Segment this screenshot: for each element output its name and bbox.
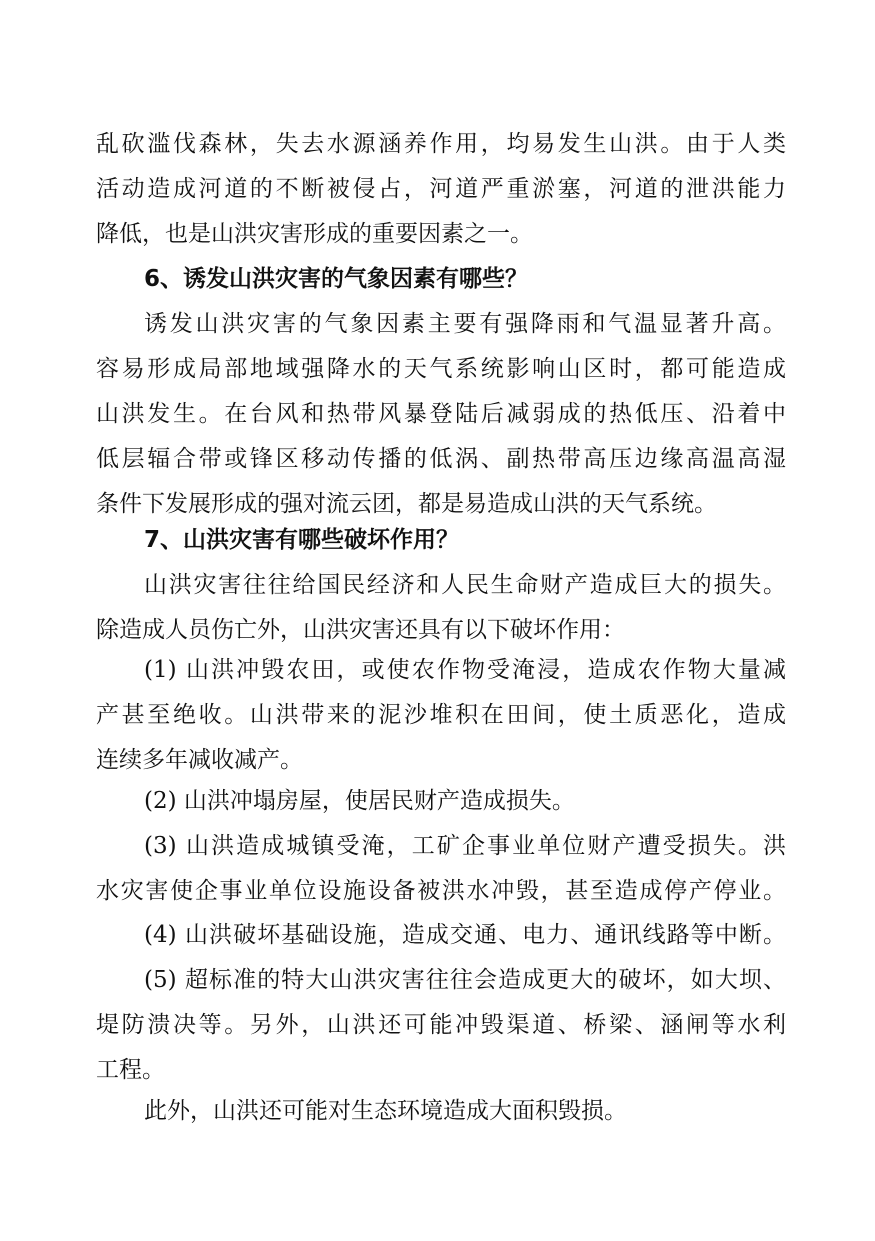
text-line: 容易形成局部地域强降水的天气系统影响山区时，都可能造成 [96, 356, 786, 382]
list-item-4 [96, 913, 786, 958]
text-line: 连续多年减收减产。 [96, 747, 303, 773]
text-line: (1) 山洪冲毁农田，或使农作物受淹浸，造成农作物大量减 [144, 657, 786, 683]
paragraph-intro [96, 122, 786, 257]
paragraph-final [96, 1089, 786, 1134]
text-line: 此外，山洪还可能对生态环境造成大面积毁损。 [144, 1098, 627, 1124]
text-line: 降低，也是山洪灾害形成的重要因素之一。 [96, 221, 533, 247]
text-line: 工程。 [96, 1057, 165, 1083]
text-line: 活动造成河道的不断被侵占，河道严重淤塞，河道的泄洪能力 [96, 176, 786, 202]
list-item-2 [96, 779, 786, 824]
text-line: 乱砍滥伐森林，失去水源涵养作用，均易发生山洪。由于人类 [96, 131, 786, 157]
paragraph-q7-intro [96, 563, 786, 653]
paragraph-q6 [96, 302, 786, 527]
text-line: (2) 山洪冲塌房屋，使居民财产造成损失。 [144, 788, 575, 814]
text-line: 水灾害使企事业单位设施设备被洪水冲毁，甚至造成停产停业。 [96, 878, 786, 904]
text-line: 除造成人员伤亡外，山洪灾害还具有以下破坏作用： [96, 617, 625, 643]
list-item-5 [96, 958, 786, 1093]
list-item-3 [96, 824, 786, 914]
text-line: 诱发山洪灾害的气象因素主要有强降雨和气温显著升高。 [144, 311, 786, 337]
text-line: 堤防溃决等。另外，山洪还可能冲毁渠道、桥梁、涵闸等水利 [96, 1012, 786, 1038]
text-line: 条件下发展形成的强对流云团，都是易造成山洪的天气系统。 [96, 491, 717, 517]
text-line: 山洪发生。在台风和热带风暴登陆后减弱成的热低压、沿着中 [96, 401, 786, 427]
section-heading-7: 7、山洪灾害有哪些破坏作用？ [144, 527, 460, 553]
section-heading-6: 6、诱发山洪灾害的气象因素有哪些？ [144, 266, 529, 292]
list-item-1 [96, 648, 786, 783]
text-line: 低层辐合带或锋区移动传播的低涡、副热带高压边缘高温高湿 [96, 446, 786, 472]
text-line: (3) 山洪造成城镇受淹，工矿企事业单位财产遭受损失。洪 [144, 833, 786, 859]
text-line: 产甚至绝收。山洪带来的泥沙堆积在田间，使土质恶化，造成 [96, 702, 786, 728]
text-line: (4) 山洪破坏基础设施，造成交通、电力、通讯线路等中断。 [144, 922, 786, 948]
text-line: (5) 超标准的特大山洪灾害往往会造成更大的破坏，如大坝、 [144, 967, 786, 993]
text-line: 山洪灾害往往给国民经济和人民生命财产造成巨大的损失。 [144, 572, 786, 598]
